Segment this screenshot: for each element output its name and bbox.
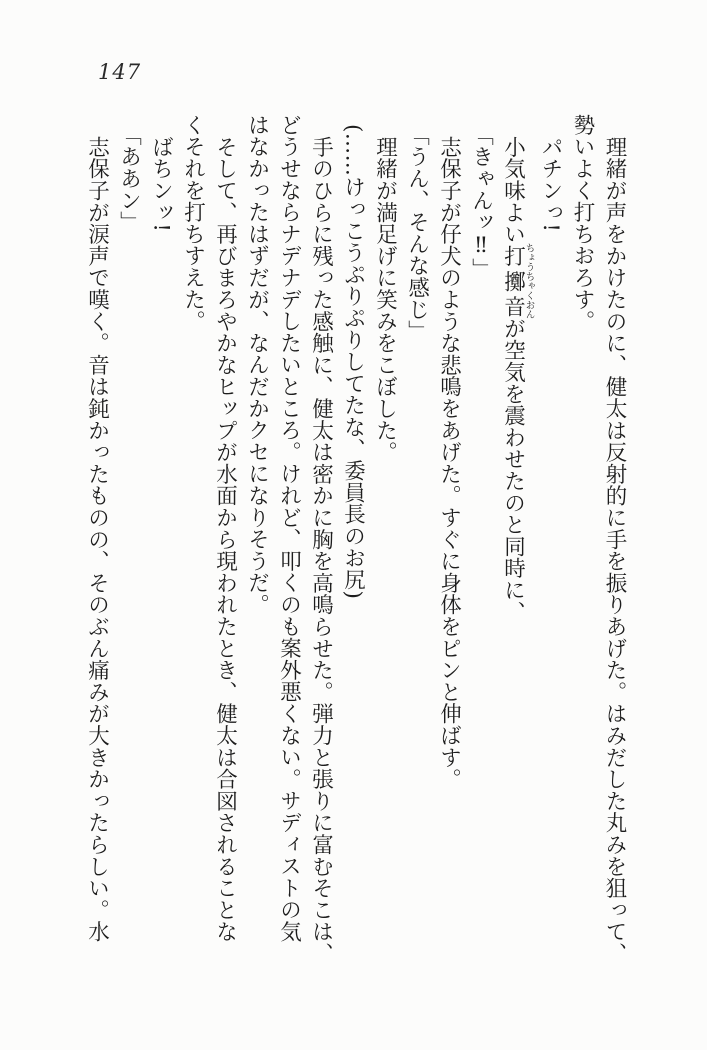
furigana <box>500 242 535 319</box>
text-column: 「ああン」 <box>116 123 142 233</box>
text-column: 理緒が満足げに笑みをこぼした。 <box>372 135 398 463</box>
text-column: 志保子が仔犬のような悲鳴をあげた。すぐに身体をピンと伸ばす。 <box>436 135 462 790</box>
text-column: 手のひらに残った感触に、健太は密かに胸を高鳴らせた。弾力と張りに富むそこは、 <box>308 135 334 964</box>
text-column: そして、再びまろやかなヒップが水面から現われたとき、健太は合図されることな <box>212 135 238 943</box>
text-column: はなかったはずだが、なんだかクセになりそうだ。 <box>244 114 270 616</box>
text-column <box>497 114 535 998</box>
page-number: 147 <box>98 60 142 84</box>
text-column: どうせならナデナデしたいところ。けれど、叩くのも案外悪くない。サディストの気 <box>276 114 302 943</box>
text-area <box>81 114 631 998</box>
text-segment: が空気を震わせたのと同時に、 <box>500 316 526 623</box>
text-column: 「うん、そんな感じ」 <box>404 123 430 342</box>
text-column: (……けっこうぷりぷりしてたな、委員長のお尻) <box>340 123 366 599</box>
text-column: パチンっ! <box>538 135 563 232</box>
text-column: ばちンッ! <box>148 135 174 232</box>
furigana-base: 打擲音 <box>500 242 526 319</box>
furigana-text: ちょうちゃくおん <box>523 242 535 319</box>
text-column: 志保子が涙声で嘆く。音は鈍かったものの、そのぶん痛みが大きかったらしい。水 <box>84 135 110 943</box>
text-segment: 小気味よい <box>500 135 526 245</box>
text-column: 「きゃんッ‼」 <box>468 123 494 280</box>
text-column: くそれを打ちすえた。 <box>180 114 206 332</box>
text-column: 勢いよく打ちおろす。 <box>570 114 595 332</box>
text-column: 理緒が声をかけたのに、健太は反射的に手を振りあげた。はみだした丸みを狙って、 <box>602 135 627 964</box>
